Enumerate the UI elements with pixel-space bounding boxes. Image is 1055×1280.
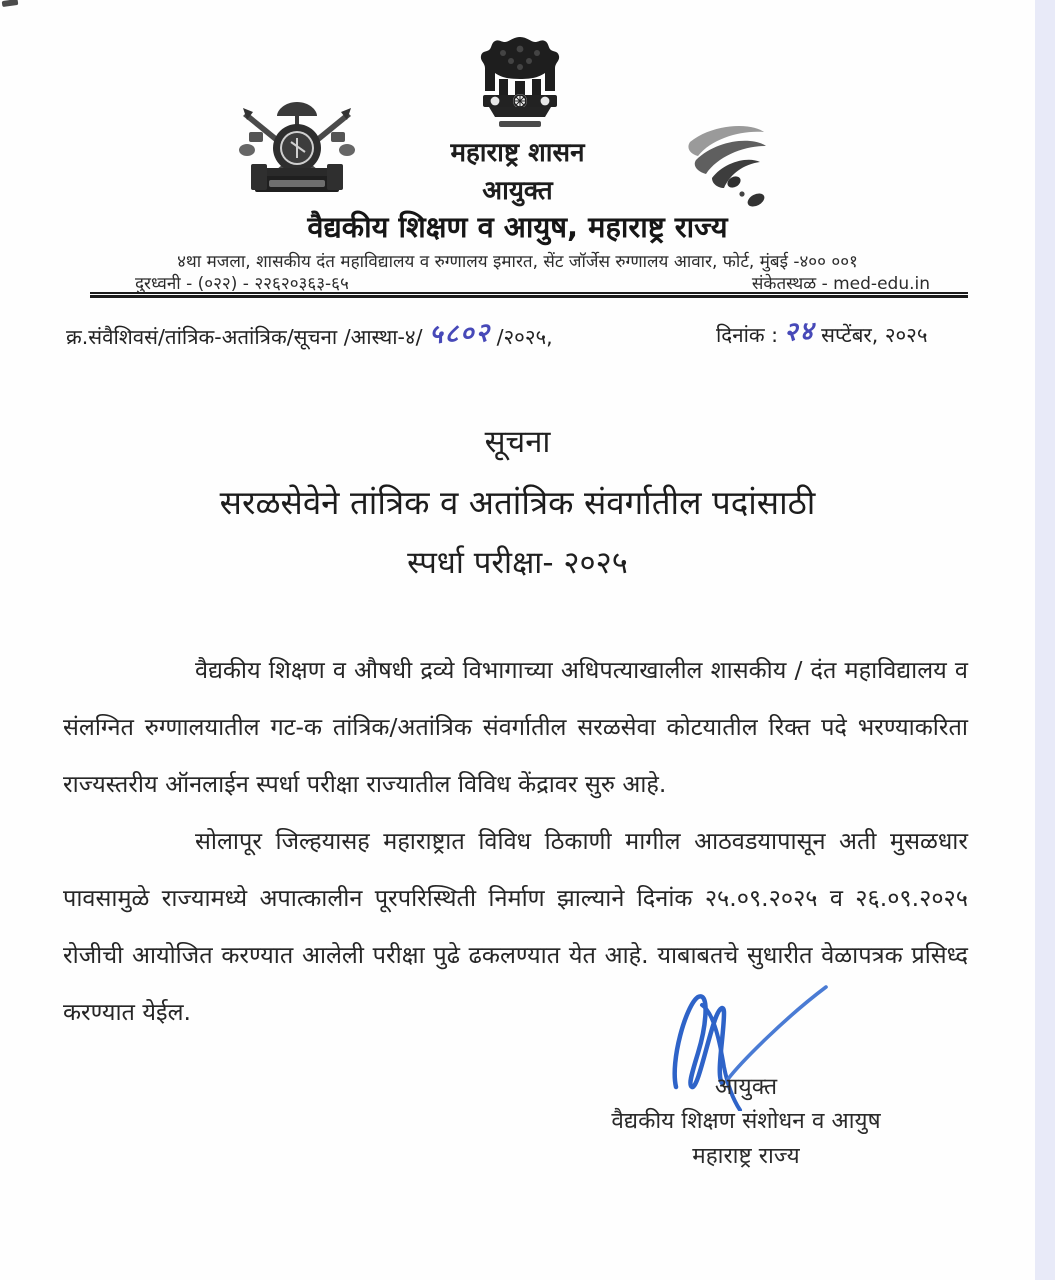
- reference-suffix: /२०२५,: [496, 325, 553, 349]
- reference-number-handwritten: ५८०२: [428, 317, 492, 351]
- office-title: आयुक्त: [482, 176, 553, 206]
- notice-title: सूचना: [484, 424, 551, 460]
- date-suffix: सप्टेंबर, २०२५: [821, 323, 928, 347]
- notice-exam-year-line: स्पर्धा परीक्षा- २०२५: [407, 545, 628, 581]
- address-line: ४था मजला, शासकीय दंत महाविद्यालय व रुग्णालय इमारत, सेंट जॉर्जेस रुग्णालय आवार, फोर्ट, मुंबई -४०० ००१: [177, 252, 858, 272]
- government-title: महाराष्ट्र शासन: [450, 138, 585, 168]
- notice-body: [63, 642, 968, 1041]
- reference-number-line: [66, 316, 553, 352]
- header-divider-rule: [90, 292, 968, 298]
- ashoka-emblem-icon: [455, 33, 585, 138]
- reference-prefix: क्र.संवैशिवसं/तांत्रिक-अतांत्रिक/सूचना /आस्था-४/: [66, 325, 423, 349]
- phone-line: दुरध्वनी - (०२२) - २२६२०३६३-६५: [135, 274, 349, 294]
- notice-subtitle: सरळसेवेने तांत्रिक व अतांत्रिक संवर्गातील पदांसाठी: [219, 483, 816, 522]
- scan-edge-strip: [1035, 0, 1055, 1280]
- signatory-designation: आयुक्त: [714, 1074, 778, 1100]
- scan-artifact-mark: [2, 0, 19, 7]
- signatory-block: [600, 1070, 892, 1174]
- body-paragraph-1: वैद्यकीय शिक्षण व औषधी द्रव्ये विभागाच्या अधिपत्याखालील शासकीय / दंत महाविद्यालय व संलग्नित रुग्णालयातील गट-क तांत्रिक/अतांत्रिक संवर्गातील सरळसेवा कोटयातील रिक्त पदे भरण्याकरिता राज्यस्तरीय ऑनलाईन स्पर्धा परीक्षा राज्यातील विविध केंद्रावर सुरु आहे.: [63, 656, 968, 798]
- date-label: दिनांक :: [716, 323, 779, 347]
- body-paragraph-2: सोलापूर जिल्हयासह महाराष्ट्रात विविध ठिकाणी मागील आठवडयापासून अती मुसळधार पावसामुळे राज्यामध्ये अपात्कालीन पूरपरिस्थिती निर्माण झाल्याने दिनांक २५.०९.२०२५ व २६.०९.२०२५ रोजीची आयोजित करण्यात आलेली परीक्षा पुढे ढकलण्यात येत आहे. याबाबतचे सुधारीत वेळापत्रक प्रसिध्द करण्यात येईल.: [63, 827, 968, 1026]
- department-title: वैद्यकीय शिक्षण व आयुष, महाराष्ट्र राज्य: [307, 210, 728, 244]
- date-line: [716, 314, 927, 350]
- signatory-state: महाराष्ट्र राज्य: [692, 1143, 800, 1169]
- signatory-department: वैद्यकीय शिक्षण संशोधन व आयुष: [611, 1108, 881, 1134]
- date-day-handwritten: २४: [783, 316, 816, 348]
- website-line: संकेतस्थळ - med-edu.in: [751, 274, 930, 294]
